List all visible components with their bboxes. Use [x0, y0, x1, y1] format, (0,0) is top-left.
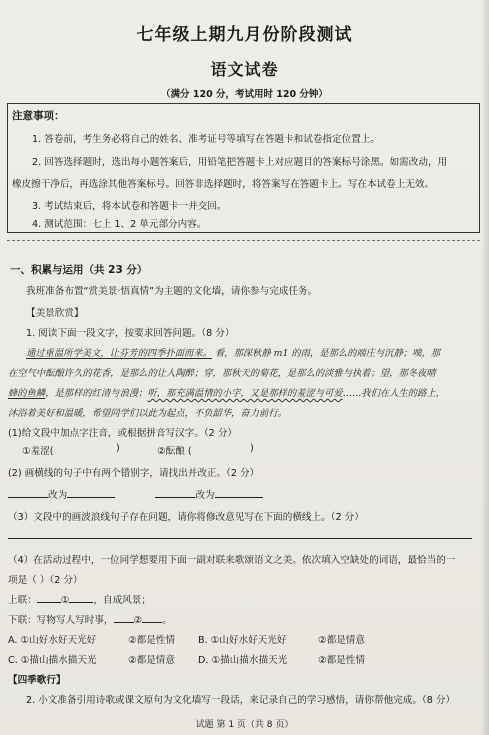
sub-question-3: （3）文段中的画波浪线句子存在问题，请你将修改意见写在下面的横线上。（2 分）	[8, 512, 364, 523]
couplet-lower-end: 。	[162, 615, 172, 626]
couplet-lower-text: 下联：写物写人写时事，	[8, 615, 114, 626]
answer-blank[interactable]	[8, 487, 48, 498]
pinyin-b: ②酝酿 (	[157, 446, 192, 457]
passage-line-1	[26, 345, 440, 359]
notice-item-2: 2. 回答选择题时，选出每小题答案后，用铅笔把答题卡上对应题目的答案标号涂黑。如需改动，用	[32, 157, 448, 168]
notice-heading: 注意事项：	[12, 110, 65, 122]
passage-text: 蜂的鱼鳞	[8, 388, 46, 399]
passage-line-3	[8, 385, 445, 399]
answer-blank[interactable]	[155, 487, 195, 498]
option-a[interactable]	[8, 632, 96, 646]
option-a-part2: ②都是性情	[128, 635, 175, 646]
couplet-upper	[8, 592, 151, 606]
option-c[interactable]	[8, 652, 97, 666]
part-label-seasons: 【四季歌行】	[8, 675, 66, 686]
exam-subtitle: 语文试卷	[210, 60, 279, 79]
couplet-upper-label: 上联：	[8, 595, 37, 606]
section-heading: 一、积累与运用（共 23 分）	[10, 264, 148, 276]
page-footer: 试题 第 1 页（共 8 页）	[195, 720, 294, 730]
answer-blank[interactable]	[69, 592, 93, 603]
notice-item-3: 3. 考试结束后，将本试卷和答题卡一并交回。	[32, 201, 227, 212]
notice-item-4: 4. 测试范围：七上 1、2 单元部分内容。	[32, 219, 207, 230]
passage-line-4: 沐浴着美好和温暖，希望同学们以此为起点，不负韶华，奋力前行。	[8, 408, 287, 419]
answer-blank[interactable]	[67, 487, 115, 498]
couplet-upper-text: ，自成风景；	[93, 595, 151, 606]
sub-question-4: （4）在活动过程中，一位同学想要用下面一副对联来歌颂语文之美。依次填入空缺处的词语，最恰当的一	[8, 555, 456, 566]
question-1: 1. 阅读下面一段文字，按要求回答问题。（8 分）	[26, 328, 235, 339]
answer-blank[interactable]	[142, 612, 162, 623]
question-2: 2. 小文准备引用诗歌或课文原句为文化墙写一段话，来记录自己的学习感悟，请你帮他完成。（8 分）	[26, 695, 456, 706]
answer-blank[interactable]	[114, 612, 134, 623]
underlined-sentence: 通过重温所学美文，让芬芳的四季扑面而来。	[26, 348, 212, 359]
notice-box	[7, 103, 480, 233]
correction-label-2: 改为	[195, 490, 215, 501]
passage-text: ……我们在人生的路上，	[342, 388, 445, 399]
option-c-part1: C. ①描山描水描天光	[8, 655, 97, 666]
divider	[7, 240, 480, 241]
sub-question-4-cont: 项是（ ）（2 分）	[8, 575, 83, 586]
blank-mark-1: ①	[60, 595, 70, 606]
pinyin-b-close: )	[250, 443, 254, 454]
correction-label-1: 改为	[48, 490, 68, 501]
blank-mark-2: ②	[133, 615, 143, 626]
option-d[interactable]	[198, 652, 287, 666]
answer-blank[interactable]	[37, 592, 61, 603]
correction-row	[8, 487, 263, 501]
answer-line[interactable]	[8, 538, 472, 539]
part-label-scenery: 【美景欣赏】	[26, 308, 84, 319]
notice-item-1: 1. 答卷前，考生务必将自己的姓名、准考证号等填写在答题卡和试卷指定位置上。	[32, 134, 380, 145]
scan-shadow	[481, 0, 489, 735]
passage-text: ，是那样的红清与浪漫；	[45, 388, 148, 399]
exam-title: 七年级上期九月份阶段测试	[136, 25, 353, 45]
passage-text: 看，那深秋静 m1 的雨，是那么的端庄与沉静；嗅，那	[214, 348, 441, 359]
option-d-part2: ②都是性情	[318, 655, 365, 666]
notice-item-2-cont: 橡皮擦干净后，再选涂其他答案标号。回答非选择题时，将答案写在答题卡上。写在本试卷上无效。	[12, 179, 435, 190]
option-b[interactable]	[198, 632, 286, 646]
passage-line-2: 在空气中酝酿许久的花香，是那么的让人陶醉；穿，那秋天的菊花，是那么的淡雅与执着；望，那冬夜晴	[8, 368, 436, 379]
couplet-lower	[8, 612, 172, 626]
section-intro: 我班准备布置“赏美景·悟真情”为主题的文化墙，请你参与完成任务。	[26, 286, 318, 297]
answer-blank[interactable]	[215, 487, 263, 498]
pinyin-a-close: )	[116, 443, 120, 454]
option-b-part2: ②都是情意	[318, 635, 365, 646]
option-a-part1: A. ①山好水好天光好	[8, 635, 97, 646]
sub-question-1: (1)给文段中加点字注音，或根据拼音写汉字。（2 分）	[8, 428, 238, 439]
pinyin-a: ①羞涩(	[22, 446, 54, 457]
option-c-part2: ②都是情意	[128, 655, 175, 666]
exam-meta: （满分 120 分，考试用时 120 分钟）	[161, 89, 328, 100]
option-d-part1: D. ①描山描水描天光	[198, 655, 288, 666]
option-b-part1: B. ①山好水好天光好	[198, 635, 287, 646]
wavy-sentence: 听，那充满温情的小字，又是那样的羞涩与可爱	[147, 388, 343, 399]
sub-question-2: (2) 画横线的句子中有两个错别字，请找出并改正。（2 分）	[8, 468, 260, 479]
